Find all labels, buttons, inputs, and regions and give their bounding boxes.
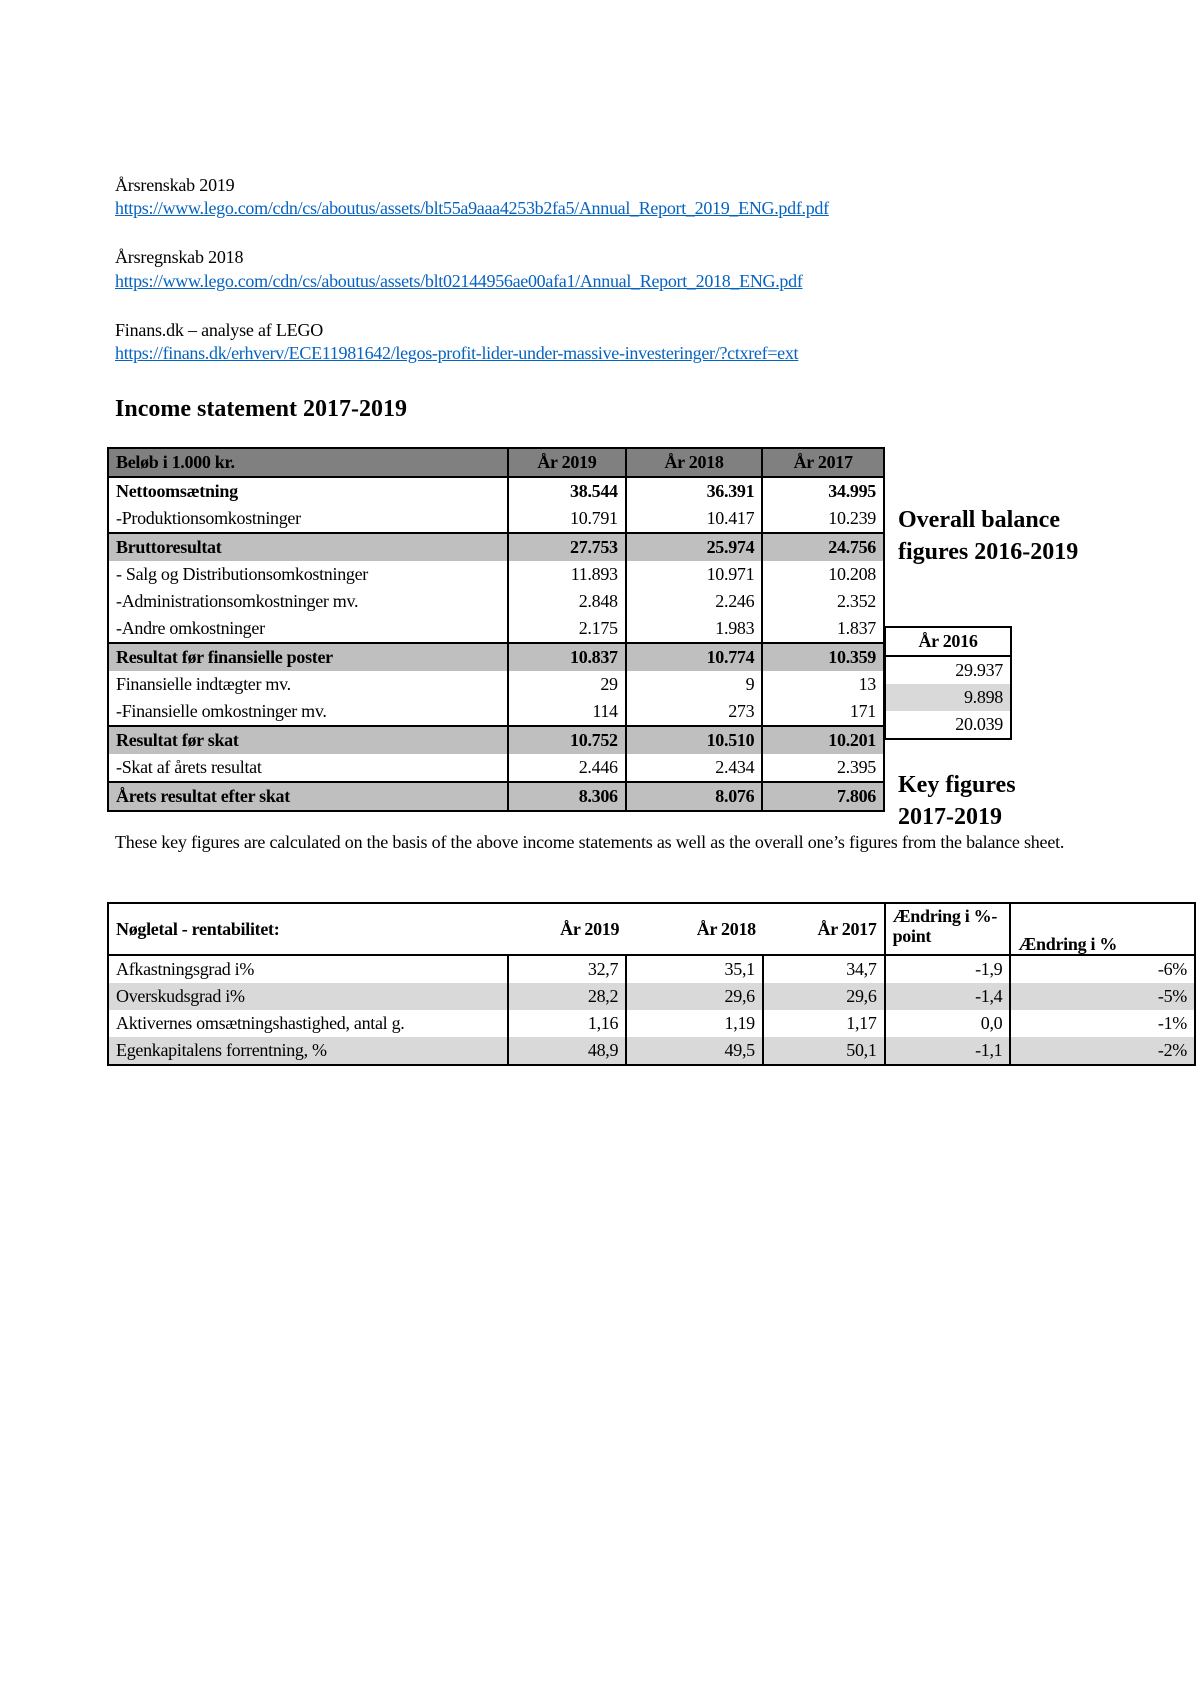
value-2017: 171 [762, 698, 884, 726]
table-row [108, 671, 884, 698]
header-2018: År 2018 [626, 903, 763, 955]
value-2018: 8.076 [626, 782, 763, 811]
value-2019: 114 [508, 698, 626, 726]
row-label: Finansielle indtægter mv. [116, 674, 291, 694]
value-2019: 10.837 [508, 643, 626, 671]
row-label: Afkastningsgrad i% [116, 959, 255, 979]
income-statement-heading: Income statement 2017-2019 [115, 396, 407, 422]
table-row [108, 505, 884, 533]
header-change-pct: Ændring i % [1010, 903, 1195, 955]
source-link-annual-2019[interactable]: https://www.lego.com/cdn/cs/aboutus/assets/blt55a9aaa4253b2fa5/Annual_Report_2019_ENG.pdf.pdf [115, 198, 829, 218]
value-2018: 1.983 [626, 615, 763, 643]
row-label: -Andre omkostninger [116, 618, 265, 638]
value-2018: 2.246 [626, 588, 763, 615]
table-row [108, 983, 1195, 1010]
value-2019: 11.893 [508, 561, 626, 588]
value-2017: 50,1 [763, 1037, 885, 1065]
source-title-finans: Finans.dk – analyse af LEGO [115, 320, 324, 340]
value-2017: 2.352 [762, 588, 884, 615]
value-2017: 1.837 [762, 615, 884, 643]
header-2017: År 2017 [763, 903, 885, 955]
value-2017: 29,6 [763, 983, 885, 1010]
table-row [108, 1010, 1195, 1037]
value-2018: 9 [626, 671, 763, 698]
value-2019: 29 [508, 671, 626, 698]
value-2017: 10.239 [762, 505, 884, 533]
source-link-annual-2018[interactable]: https://www.lego.com/cdn/cs/aboutus/assets/blt02144956ae00afa1/Annual_Report_2018_ENG.pdf [115, 271, 803, 291]
table-row [108, 754, 884, 782]
row-label: Egenkapitalens forrentning, % [116, 1040, 327, 1060]
value-2017: 2.395 [762, 754, 884, 782]
value-2019: 28,2 [508, 983, 626, 1010]
table-row [108, 561, 884, 588]
value-2018: 35,1 [626, 955, 763, 983]
row-label: Årets resultat efter skat [108, 782, 508, 811]
header-2018: År 2018 [626, 448, 763, 477]
balance-value: 20.039 [955, 714, 1003, 734]
value-2018: 1,19 [626, 1010, 763, 1037]
value-2019: 10.752 [508, 726, 626, 754]
key-figures-note: These key figures are calculated on the basis of the above income statements as well as the overall one’s figures from the balance sheet. [115, 832, 1065, 852]
table-row [108, 955, 1195, 983]
table-row [108, 588, 884, 615]
value-2017: 13 [762, 671, 884, 698]
table-header-row [108, 448, 884, 477]
value-2017: 24.756 [762, 533, 884, 561]
value-2017: 10.208 [762, 561, 884, 588]
header-2019: År 2019 [508, 448, 626, 477]
value-2017: 7.806 [762, 782, 884, 811]
row-label: Resultat før skat [108, 726, 508, 754]
value-2019: 48,9 [508, 1037, 626, 1065]
value-2018: 29,6 [626, 983, 763, 1010]
change-pp: -1,4 [885, 983, 1011, 1010]
table-row [108, 477, 884, 505]
value-2018: 10.510 [626, 726, 763, 754]
value-2019: 38.544 [508, 477, 626, 505]
value-2018: 49,5 [626, 1037, 763, 1065]
row-label: Bruttoresultat [108, 533, 508, 561]
balance-heading: Overall balance figures 2016-2019 [898, 507, 1079, 565]
value-2019: 10.791 [508, 505, 626, 533]
header-ratio: Nøgletal - rentabilitet: [108, 903, 508, 955]
change-pct: -1% [1010, 1010, 1195, 1037]
table-row [108, 726, 884, 754]
value-2018: 25.974 [626, 533, 763, 561]
value-2018: 2.434 [626, 754, 763, 782]
header-change-pp: Ændring i %-point [885, 903, 1011, 955]
value-2019: 2.175 [508, 615, 626, 643]
change-pp: -1,9 [885, 955, 1011, 983]
value-2019: 2.446 [508, 754, 626, 782]
balance-value: 9.898 [963, 687, 1003, 707]
change-pct: -2% [1010, 1037, 1195, 1065]
row-label: -Administrationsomkostninger mv. [116, 591, 359, 611]
row-label: Overskudsgrad i% [116, 986, 245, 1006]
value-2019: 1,16 [508, 1010, 626, 1037]
row-label: Aktivernes omsætningshastighed, antal g. [116, 1013, 405, 1033]
value-2019: 32,7 [508, 955, 626, 983]
table-header-row [885, 627, 1011, 656]
key-figures-table [107, 902, 1196, 1066]
table-row [108, 698, 884, 726]
table-row [108, 615, 884, 643]
value-2018: 10.417 [626, 505, 763, 533]
change-pp: -1,1 [885, 1037, 1011, 1065]
balance-2016-table [884, 626, 1012, 740]
table-row [885, 711, 1011, 739]
value-2019: 27.753 [508, 533, 626, 561]
change-pct: -5% [1010, 983, 1195, 1010]
header-amount: Beløb i 1.000 kr. [108, 448, 508, 477]
row-label: Nettoomsætning [116, 481, 238, 501]
value-2017: 10.359 [762, 643, 884, 671]
value-2019: 2.848 [508, 588, 626, 615]
table-row [108, 782, 884, 811]
value-2017: 34.995 [762, 477, 884, 505]
row-label: -Produktionsomkostninger [116, 508, 301, 528]
balance-value: 29.937 [955, 660, 1003, 680]
value-2018: 10.774 [626, 643, 763, 671]
value-2018: 10.971 [626, 561, 763, 588]
row-label: - Salg og Distributionsomkostninger [116, 564, 368, 584]
table-row [885, 684, 1011, 711]
row-label: -Finansielle omkostninger mv. [116, 701, 327, 721]
table-row [108, 643, 884, 671]
key-figures-heading: Key figures 2017-2019 [898, 772, 1016, 830]
value-2017: 1,17 [763, 1010, 885, 1037]
value-2017: 34,7 [763, 955, 885, 983]
value-2018: 273 [626, 698, 763, 726]
change-pp: 0,0 [885, 1010, 1011, 1037]
value-2018: 36.391 [626, 477, 763, 505]
value-2017: 10.201 [762, 726, 884, 754]
source-title-annual-2018: Årsregnskab 2018 [115, 247, 244, 267]
source-link-finans[interactable]: https://finans.dk/erhverv/ECE11981642/legos-profit-lider-under-massive-investeringer/?ctxref=ext [115, 343, 799, 363]
change-pct: -6% [1010, 955, 1195, 983]
header-2016: År 2016 [885, 627, 1011, 656]
table-header-row [108, 903, 1195, 955]
row-label: Resultat før finansielle poster [108, 643, 508, 671]
header-2017: År 2017 [762, 448, 884, 477]
table-row [885, 656, 1011, 684]
income-statement-table [107, 447, 885, 812]
row-label: -Skat af årets resultat [116, 757, 262, 777]
source-title-annual-2019: Årsrenskab 2019 [115, 175, 235, 195]
table-row [108, 1037, 1195, 1065]
value-2019: 8.306 [508, 782, 626, 811]
table-row [108, 533, 884, 561]
header-2019: År 2019 [508, 903, 626, 955]
